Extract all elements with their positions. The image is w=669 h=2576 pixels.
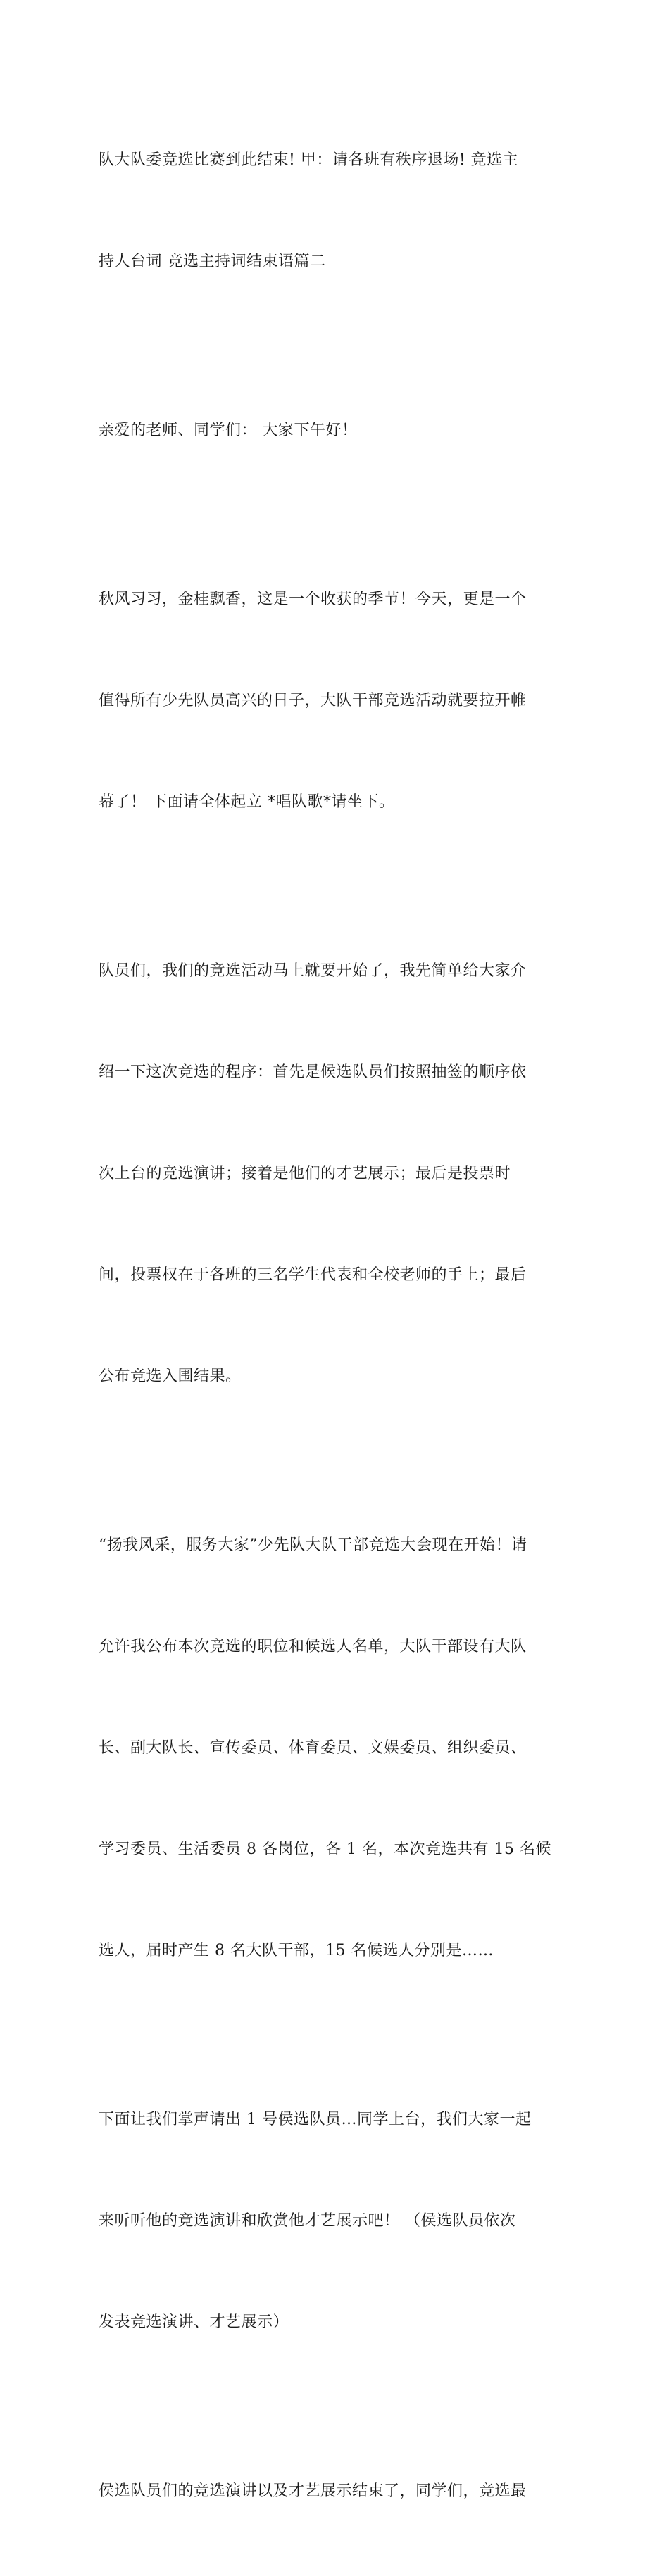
text-line: 秋风习习，金桂飘香，这是一个收获的季节！今天，更是一个 xyxy=(99,591,527,608)
text-line: 绍一下这次竞选的程序：首先是候选队员们按照抽签的顺序依 xyxy=(99,1063,527,1081)
text-line: 长、副大队长、宣传委员、体育委员、文娱委员、组织委员、 xyxy=(99,1739,527,1757)
text-line: 来听听他的竞选演讲和欣赏他才艺展示吧！ （侯选队员依次 xyxy=(99,2212,516,2230)
text-line: 次上台的竞选演讲；接着是他们的才艺展示；最后是投票时 xyxy=(99,1165,511,1182)
paragraph-closing xyxy=(99,76,577,346)
text-line: 队员们，我们的竞选活动马上就要开始了，我先简单给大家介 xyxy=(99,962,527,980)
text-line: 公布竞选入围结果。 xyxy=(99,1368,242,1385)
document-body xyxy=(99,76,577,2576)
paragraph-procedure xyxy=(99,887,577,1461)
text-line: 侯选队员们的竞选演讲以及才艺展示结束了，同学们，竞选最 xyxy=(99,2482,527,2500)
text-line: 允许我公布本次竞选的职位和候选人名单，大队干部设有大队 xyxy=(99,1638,527,1655)
text-line: 选人，届时产生 8 名大队干部，15 名候选人分别是…… xyxy=(99,1942,494,1959)
text-line: 下面让我们掌声请出 1 号侯选队员…同学上台，我们大家一起 xyxy=(99,2111,532,2128)
paragraph-first-candidate xyxy=(99,2035,577,2407)
text-line: 持人台词 竞选主持词结束语篇二 xyxy=(99,253,326,270)
text-line: 值得所有少先队员高兴的日子，大队干部竞选活动就要拉开帷 xyxy=(99,692,527,709)
text-line: 学习委员、生活委员 8 各岗位，各 1 名，本次竞选共有 15 名候 xyxy=(99,1841,551,1858)
paragraph-opening xyxy=(99,515,577,887)
text-line: 间，投票权在于各班的三名学生代表和全校老师的手上；最后 xyxy=(99,1266,527,1284)
paragraph-greeting xyxy=(99,346,577,515)
paragraph-positions xyxy=(99,1461,577,2035)
text-line: 亲爱的老师、同学们： 大家下午好！ xyxy=(99,422,358,439)
text-line: 幕了！ 下面请全体起立 *唱队歌*请坐下。 xyxy=(99,793,395,811)
text-line: 发表竞选演讲、才艺展示） xyxy=(99,2313,289,2331)
text-line: 队大队委竞选比赛到此结束! 甲：请各班有秩序退场! 竞选主 xyxy=(99,151,519,169)
paragraph-conclusion xyxy=(99,2407,577,2576)
text-line: “扬我风采，服务大家”少先队大队干部竞选大会现在开始！请 xyxy=(99,1536,527,1554)
